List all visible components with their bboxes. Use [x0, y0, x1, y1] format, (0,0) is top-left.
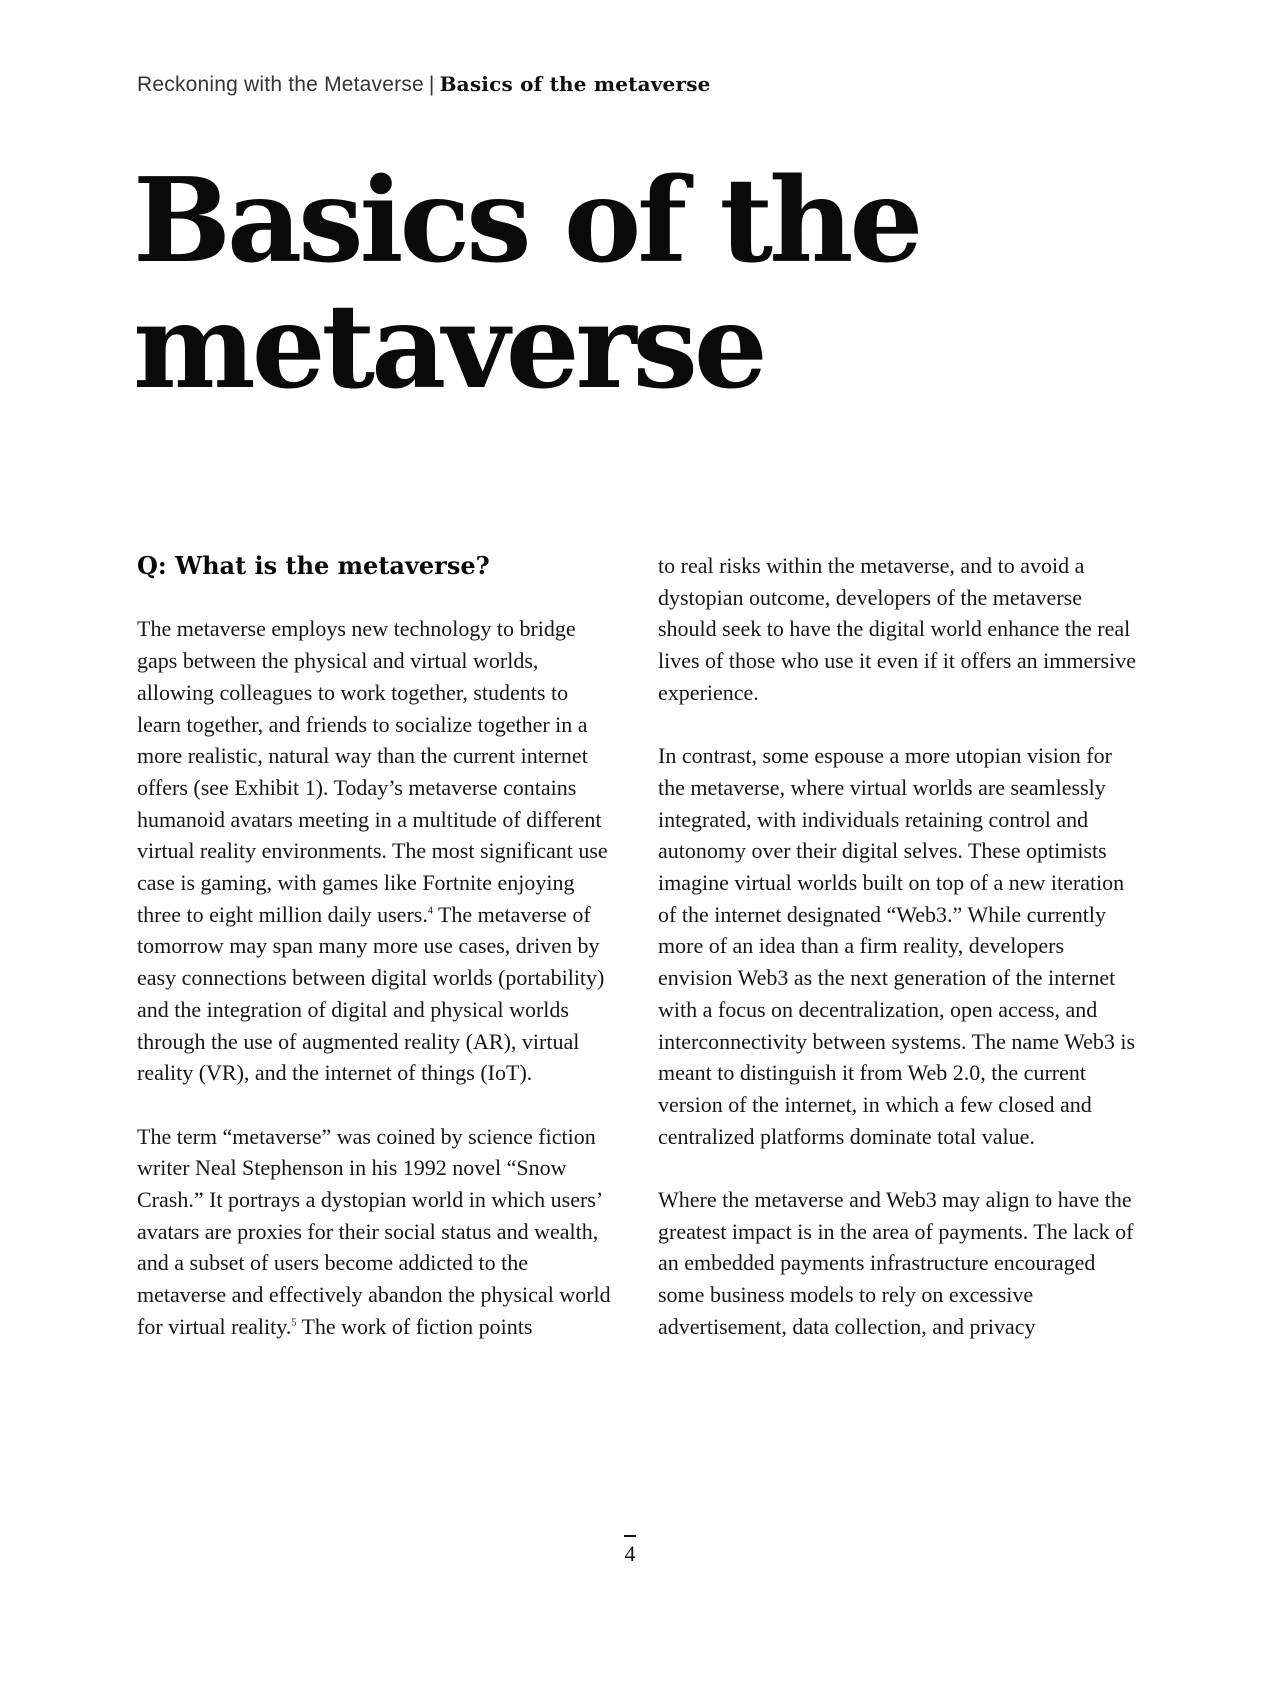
paragraph-text: The metaverse employs new technology to bridge gaps between the physical and virtual worlds, allowing colleagues to work together, students to learn together, and friends to socialize together in a more realistic, natural way than the current internet offers (see Exhibit 1). Today’s metaverse contains humanoid avatars meeting in a multitude of different virtual reality environments. The most significant use case is gaming, with games like Fortnite enjoying three to eight million daily users.: [137, 616, 608, 927]
page-title-line-1: Basics of the: [133, 153, 920, 289]
page-number-rule: [624, 1535, 636, 1537]
running-header: [137, 72, 711, 97]
page-number-text: 4: [624, 1540, 636, 1566]
paragraph-text: The metaverse of tomorrow may span many more use cases, driven by easy connections between digital worlds (portability) and the integration of digital and physical worlds through the use of augmented reality (AR), virtual reality (VR), and the internet of things (IoT).: [137, 901, 605, 1086]
section-title: Basics of the metaverse: [439, 72, 711, 96]
page-title-line-2: metaverse: [133, 279, 764, 415]
body-paragraph: [137, 613, 617, 1089]
footnote-reference[interactable]: 5: [291, 1317, 297, 1329]
page-title: [133, 153, 1133, 415]
question-heading: Q: What is the metaverse?: [137, 551, 490, 580]
body-paragraph: [137, 1121, 617, 1343]
body-paragraph: Where the metaverse and Web3 may align to have the greatest impact is in the area of payments. The lack of an embedded payments infrastructure encouraged some business models to rely on excessive advertisement, data collection, and privacy: [658, 1187, 1134, 1339]
right-column: [658, 550, 1138, 1343]
header-separator: |: [428, 73, 435, 96]
page-number: [615, 1535, 645, 1567]
paragraph-text: The term “metaverse” was coined by science fiction writer Neal Stephenson in his 1992 novel “Snow Crash.” It portrays a dystopian world in which users’ avatars are proxies for their social status and wealth, and a subset of users become addicted to the metaverse and effectively abandon the physical world for virtual reality.: [137, 1123, 611, 1339]
body-paragraph: to real risks within the metaverse, and to avoid a dystopian outcome, developers of the metaverse should seek to have the digital world enhance the real lives of those who use it even if it offers an immersive experience.: [658, 553, 1136, 705]
publication-title: Reckoning with the Metaverse: [137, 73, 424, 96]
left-column: [137, 550, 617, 1343]
footnote-reference[interactable]: 4: [427, 905, 433, 917]
paragraph-text: The work of fiction points: [296, 1313, 533, 1339]
body-paragraph: In contrast, some espouse a more utopian vision for the metaverse, where virtual worlds are seamlessly integrated, with individuals retaining control and autonomy over their digital selves. These optimists imagine virtual worlds built on top of a new iteration of the internet designated “Web3.” While currently more of an idea than a firm reality, developers envision Web3 as the next generation of the internet with a focus on decentralization, open access, and interconnectivity between systems. The name Web3 is meant to distinguish it from Web 2.0, the current version of the internet, in which a few closed and centralized platforms dominate total value.: [658, 743, 1136, 1149]
